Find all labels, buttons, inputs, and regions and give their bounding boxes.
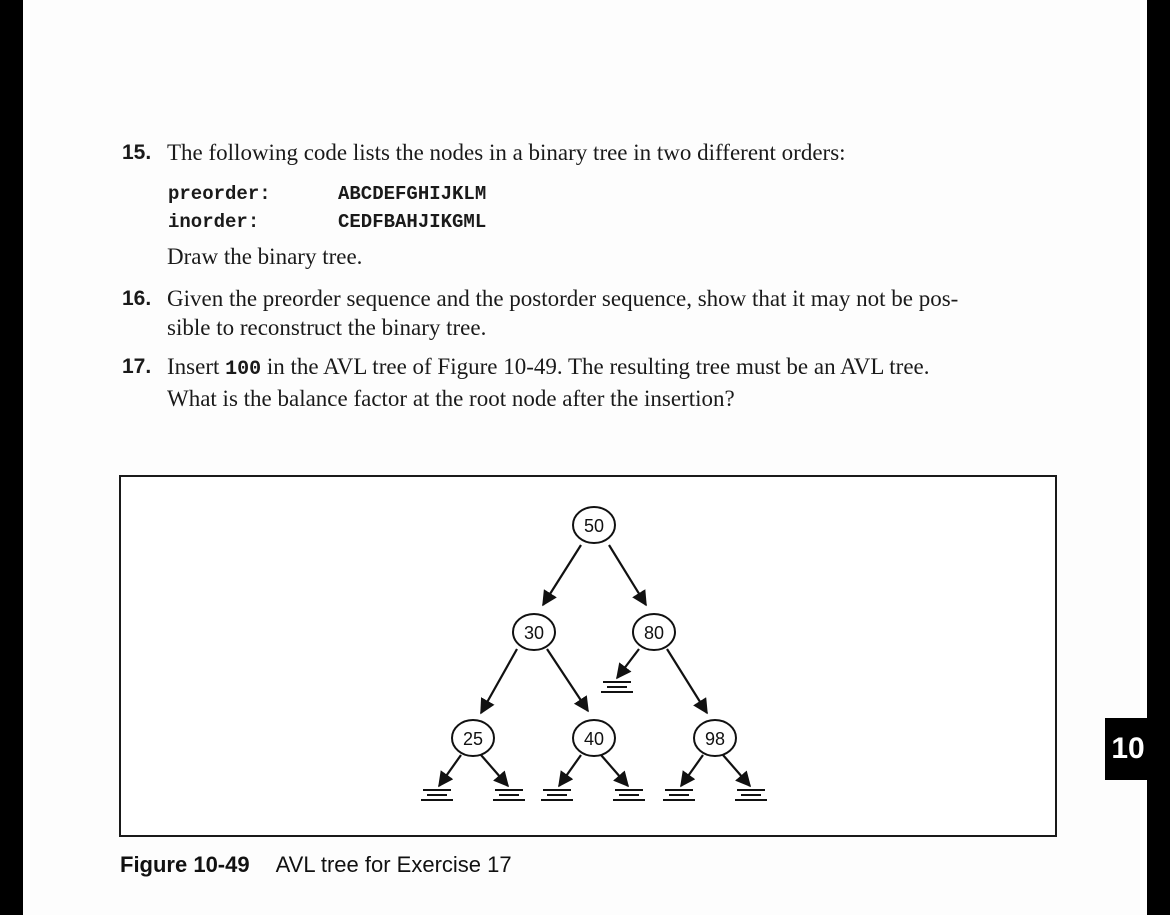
node-label: 25 — [462, 729, 484, 749]
text-post: in the AVL tree of Figure 10-49. The resulting tree must be an AVL tree. — [261, 354, 930, 379]
exercise-text-line1 — [167, 352, 1042, 384]
tree-node-30 — [513, 614, 555, 650]
node-label: 50 — [583, 516, 605, 536]
tree-node-40 — [573, 720, 615, 756]
edge-25-null-left — [439, 755, 461, 786]
edge-80-null — [617, 649, 639, 678]
edge-40-null-left — [559, 755, 581, 786]
draw-instruction: Draw the binary tree. — [167, 244, 363, 269]
edge-40-null-right — [601, 755, 628, 786]
null-icon — [493, 790, 525, 800]
insert-value: 100 — [225, 358, 262, 381]
exercise-text: The following code lists the nodes in a binary tree in two different orders: — [167, 140, 846, 165]
null-icon — [613, 790, 645, 800]
inorder-value: CEDFBAHJIKGML — [338, 211, 487, 233]
caption-label: Figure 10-49 — [120, 852, 250, 877]
text-pre: Insert — [167, 354, 226, 379]
null-icon — [421, 790, 453, 800]
avl-tree-diagram — [121, 477, 1055, 835]
exercise-number: 17. — [122, 355, 152, 378]
edge-50-30 — [543, 545, 581, 605]
chapter-tab: 10 — [1105, 718, 1151, 780]
edge-30-25 — [481, 649, 517, 713]
exercise-text-line2: sible to reconstruct the binary tree. — [167, 315, 487, 340]
caption-text: AVL tree for Exercise 17 — [275, 852, 512, 877]
exercise-text-line2: What is the balance factor at the root node after the insertion? — [167, 386, 735, 411]
null-icon — [735, 790, 767, 800]
exercise-16 — [122, 284, 1042, 342]
edge-25-null-right — [481, 755, 508, 786]
preorder-value: ABCDEFGHIJKLM — [338, 183, 487, 205]
node-label: 40 — [583, 729, 605, 749]
exercise-15 — [122, 138, 1042, 167]
preorder-row — [168, 180, 486, 208]
exercise-number: 15. — [122, 141, 152, 164]
node-label: 30 — [523, 623, 545, 643]
node-label: 98 — [704, 729, 726, 749]
null-icon — [601, 682, 633, 692]
null-icon — [663, 790, 695, 800]
preorder-label: preorder: — [168, 183, 271, 205]
tree-node-98 — [694, 720, 736, 756]
exercise-17 — [122, 352, 1042, 413]
edge-98-null-left — [681, 755, 703, 786]
exercise-text-line1: Given the preorder sequence and the postorder sequence, show that it may not be pos- — [167, 286, 959, 311]
edge-50-80 — [609, 545, 646, 605]
figure-10-49 — [119, 475, 1057, 837]
tree-node-25 — [452, 720, 494, 756]
node-label: 80 — [643, 623, 665, 643]
null-icon — [541, 790, 573, 800]
edge-30-40 — [547, 649, 588, 711]
edge-98-null-right — [723, 755, 750, 786]
inorder-label: inorder: — [168, 211, 260, 233]
tree-node-50 — [573, 507, 615, 543]
tree-node-80 — [633, 614, 675, 650]
figure-caption — [120, 852, 512, 878]
edge-80-98 — [667, 649, 707, 713]
exercise-number: 16. — [122, 287, 152, 310]
inorder-row — [168, 208, 486, 236]
traversal-code-block — [168, 180, 486, 236]
